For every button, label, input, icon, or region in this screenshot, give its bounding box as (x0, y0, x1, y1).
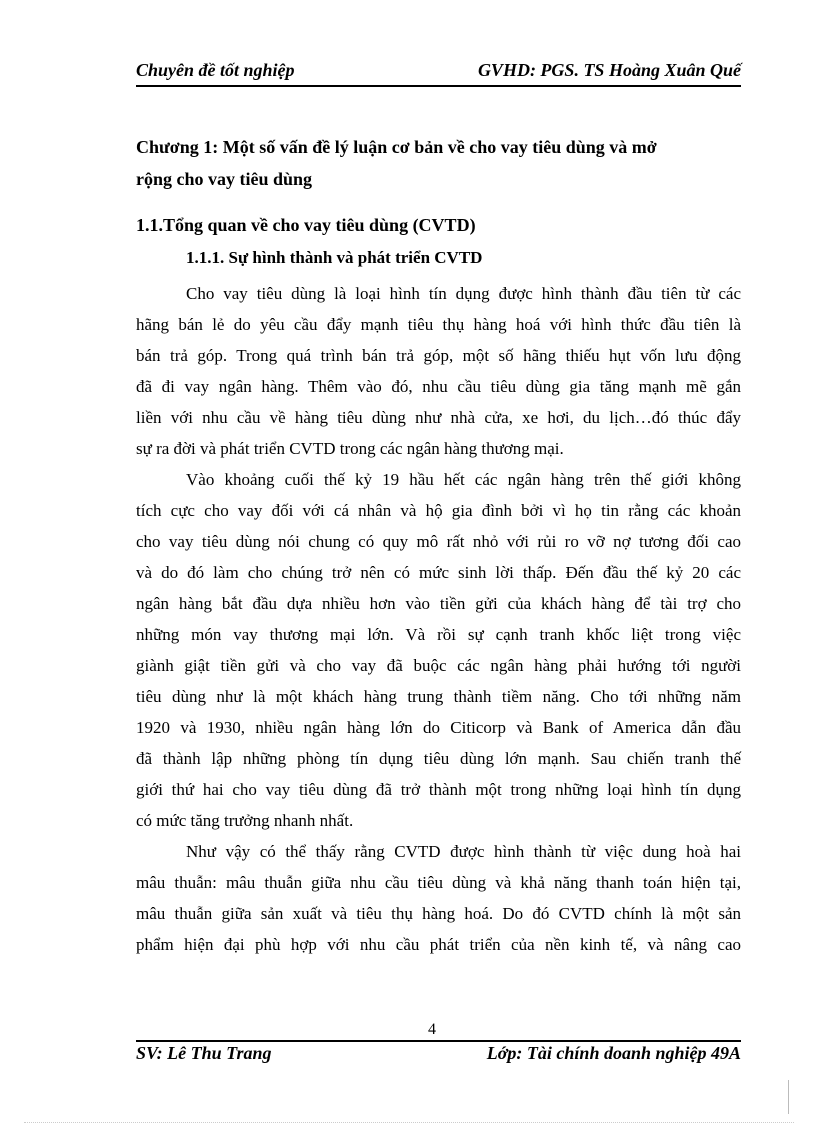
text-line: Vào khoảng cuối thế kỷ 19 hầu hết các ngân hàng trên thế giới không (186, 470, 741, 489)
text-line: cho vay tiêu dùng nói chung có quy mô rất nhỏ với rủi ro vỡ nợ tương đối cao (136, 532, 741, 551)
crop-mark (788, 1080, 790, 1114)
text-line: ngân hàng bắt đầu dựa nhiều hơn vào tiền gửi của khách hàng để tài trợ cho (136, 594, 741, 613)
text-line: tích cực cho vay đối với cá nhân và hộ gia đình bởi vì họ tin rằng các khoản (136, 501, 741, 520)
text-line: tiêu dùng như là một khách hàng trung thành tiềm năng. Cho tới những năm (136, 687, 741, 706)
footer-class-label: Lớp: Tài chính doanh nghiệp 49A (486, 1043, 741, 1063)
section-heading-1-1: 1.1.Tổng quan về cho vay tiêu dùng (CVTD) (136, 215, 476, 235)
footer-divider (136, 1040, 741, 1042)
page-number: 4 (428, 1021, 436, 1038)
text-line: hãng bán lẻ do yêu cầu đẩy mạnh tiêu thụ hàng hoá với hình thức đầu tiên là (136, 315, 741, 334)
text-line: mâu thuẫn: mâu thuẫn giữa nhu cầu tiêu dùng và khả năng thanh toán hiện tại, (136, 873, 741, 892)
text-line: giới thứ hai cho vay tiêu dùng đã trở thành một trong những loại hình tín dụng (136, 780, 741, 799)
text-line: mâu thuẫn giữa sản xuất và tiêu thụ hàng hoá. Do đó CVTD chính là một sản (136, 904, 741, 923)
paragraph-conclusion (136, 836, 741, 960)
text-line: những món vay thương mại lớn. Và rồi sự cạnh tranh khốc liệt trong việc (136, 625, 741, 644)
header-thesis-label: Chuyên đề tốt nghiệp (136, 60, 295, 80)
text-line: Cho vay tiêu dùng là loại hình tín dụng được hình thành đầu tiên từ các (186, 284, 741, 303)
paragraph-origin (136, 278, 741, 464)
text-line: sự ra đời và phát triển CVTD trong các ngân hàng thương mại. (136, 439, 564, 458)
chapter-title-line: Chương 1: Một số vấn đề lý luận cơ bản về cho vay tiêu dùng và mở (136, 137, 657, 157)
page-footer (136, 1043, 741, 1069)
text-line: bán trả góp. Trong quá trình bán trả góp, một số hãng thiếu hụt vốn lưu động (136, 346, 741, 365)
text-line: Như vậy có thể thấy rằng CVTD được hình thành từ việc dung hoà hai (186, 842, 741, 861)
text-line: và do đó làm cho chúng trở nên có mức sinh lời thấp. Đến đầu thế kỷ 20 các (136, 563, 741, 582)
header-advisor-label: GVHD: PGS. TS Hoàng Xuân Quế (477, 60, 741, 80)
text-line: giành giật tiền gửi và cho vay đã buộc các ngân hàng phải hướng tới người (136, 656, 741, 675)
page-header (136, 60, 741, 86)
paragraph-history (136, 464, 741, 836)
text-line: đã đi vay ngân hàng. Thêm vào đó, nhu cầu tiêu dùng gia tăng mạnh mẽ gắn (136, 377, 741, 396)
text-line: 1920 và 1930, nhiều ngân hàng lớn do Citicorp và Bank of America dẫn đầu (136, 718, 741, 737)
footer-student-label: SV: Lê Thu Trang (136, 1043, 272, 1063)
text-line: liền với nhu cầu về hàng tiêu dùng như nhà cửa, xe hơi, du lịch…đó thúc đẩy (136, 408, 741, 427)
chapter-title-line: rộng cho vay tiêu dùng (136, 169, 313, 189)
chapter-title (136, 131, 741, 195)
text-line: có mức tăng trưởng nhanh nhất. (136, 811, 354, 830)
section-heading-1-1-1: 1.1.1. Sự hình thành và phát triển CVTD (186, 248, 483, 267)
header-divider (136, 85, 741, 87)
text-line: phẩm hiện đại phù hợp với nhu cầu phát triển của nền kinh tế, và nâng cao (136, 935, 741, 954)
body-text (136, 278, 741, 960)
text-line: đã thành lập những phòng tín dụng tiêu dùng lớn mạnh. Sau chiến tranh thế (136, 749, 741, 768)
